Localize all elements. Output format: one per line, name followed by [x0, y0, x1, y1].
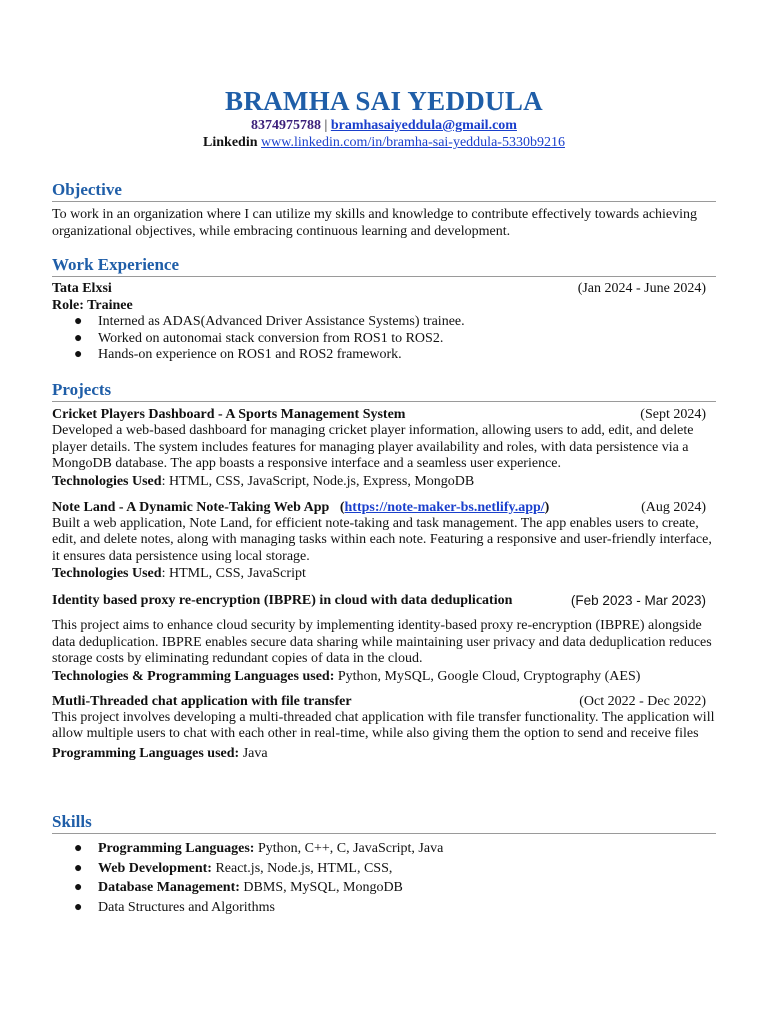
objective-title: Objective: [52, 180, 716, 202]
project-dates: (Oct 2022 - Dec 2022): [579, 693, 706, 709]
work-bullets: [52, 314, 716, 364]
company-name: Tata Elxsi: [52, 281, 112, 296]
email-link[interactable]: bramhasaiyeddula@gmail.com: [330, 118, 517, 133]
project-description: Developed a web-based dashboard for managing cricket player information, allowing users to add, edit, and delete player details. The system includes features for managing player availability and roles, with data persistence via a MongoDB database. The app boasts a responsive interface and a seamless user experience.: [52, 423, 694, 471]
skills-section: [52, 812, 716, 917]
list-item: ● Data Structures and Algorithms: [52, 898, 716, 918]
project-tech: Technologies Used: HTML, CSS, JavaScript: [52, 566, 306, 581]
project-header-row: Note Land - A Dynamic Note-Taking Web App (https://note-maker-bs.netlify.app/) (Aug 2024): [52, 499, 706, 515]
project-header-row: [52, 592, 716, 609]
project-name: Mutli-Threaded chat application with file transfer: [52, 693, 352, 709]
project-item: [52, 693, 716, 762]
work-role: Role: Trainee: [52, 298, 133, 313]
bullet-icon: ●: [74, 330, 83, 346]
project-link[interactable]: https://note-maker-bs.netlify.app/: [344, 499, 545, 515]
project-tech: Technologies Used: HTML, CSS, JavaScript, Node.js, Express, MongoDB: [52, 473, 475, 489]
contact-line: [0, 118, 768, 134]
bullet-icon: ●: [74, 860, 83, 876]
work-role-row: [52, 297, 716, 314]
work-dates: (Jan 2024 - June 2024): [577, 281, 706, 296]
linkedin-label: Linkedin: [203, 135, 258, 150]
project-tech: Programming Languages used: Java: [52, 745, 268, 761]
project-dates: (Sept 2024): [640, 407, 706, 422]
list-item: ● Database Management: DBMS, MySQL, MongoDB: [52, 878, 716, 898]
list-item: ● Web Development: React.js, Node.js, HTML, CSS,: [52, 859, 716, 879]
project-item: [52, 592, 716, 685]
project-item: [52, 406, 716, 490]
bullet-icon: ●: [74, 899, 83, 915]
project-header-row: [52, 693, 716, 710]
bullet-icon: ●: [74, 314, 83, 329]
skills-list: [52, 839, 716, 917]
project-header-row: [52, 406, 716, 423]
separator: |: [324, 118, 328, 133]
candidate-name: BRAMHA SAI YEDDULA: [225, 86, 543, 116]
project-description: This project involves developing a multi-threaded chat application with file transfer functionality. The application will allow multiple users to chat with each other in real-time, while also giving them the option to send and receive files: [52, 709, 715, 741]
project-description: This project aims to enhance cloud security by implementing identity-based proxy re-encryption (IBPRE) alongside data deduplication. IBPRE enables secure data sharing while maintaining user privacy and data deduplication reduces storage costs by eliminating redundant copies of data in the cloud.: [52, 618, 712, 666]
project-tech: Technologies & Programming Languages used: Python, MySQL, Google Cloud, Cryptography (AES): [52, 668, 641, 684]
project-name: Identity based proxy re-encryption (IBPRE) in cloud with data deduplication: [52, 593, 513, 608]
list-item: ● Interned as ADAS(Advanced Driver Assistance Systems) trainee.: [74, 314, 465, 329]
project-dates: (Aug 2024): [641, 499, 706, 515]
project-item: [52, 499, 716, 583]
objective-section: [52, 180, 716, 240]
list-item: ● Worked on autonomai stack conversion from ROS1 to ROS2.: [74, 330, 444, 346]
list-item: ● Programming Languages: Python, C++, C, JavaScript, Java: [52, 839, 716, 859]
project-name: Cricket Players Dashboard - A Sports Management System: [52, 407, 406, 422]
phone-number: 8374975788: [251, 118, 322, 133]
linkedin-line: [0, 135, 768, 151]
work-header-row: [52, 280, 716, 297]
project-description: Built a web application, Note Land, for efficient note-taking and task management. The app enables users to create, edit, and delete notes, along with managing tasks within each note. Featuring a responsive and user-friendly interface, it ensures data persistence using local storage.: [52, 515, 712, 564]
bullet-icon: ●: [74, 880, 83, 895]
work-title: Work Experience: [52, 255, 716, 277]
linkedin-link[interactable]: www.linkedin.com/in/bramha-sai-yeddula-5330b9216: [261, 135, 565, 150]
bullet-icon: ●: [74, 841, 83, 856]
projects-section: [52, 380, 716, 762]
projects-title: Projects: [52, 380, 716, 402]
project-name: Note Land - A Dynamic Note-Taking Web App: [52, 499, 330, 515]
project-dates: (Feb 2023 - Mar 2023): [570, 593, 706, 608]
bullet-icon: ●: [74, 347, 83, 362]
work-section: [52, 255, 716, 364]
objective-text: To work in an organization where I can utilize my skills and knowledge to contribute effectively towards achieving organizational objectives, while embracing continuous learning and development.: [52, 207, 698, 239]
list-item: ● Hands-on experience on ROS1 and ROS2 framework.: [74, 347, 402, 362]
skills-title: Skills: [52, 812, 716, 834]
